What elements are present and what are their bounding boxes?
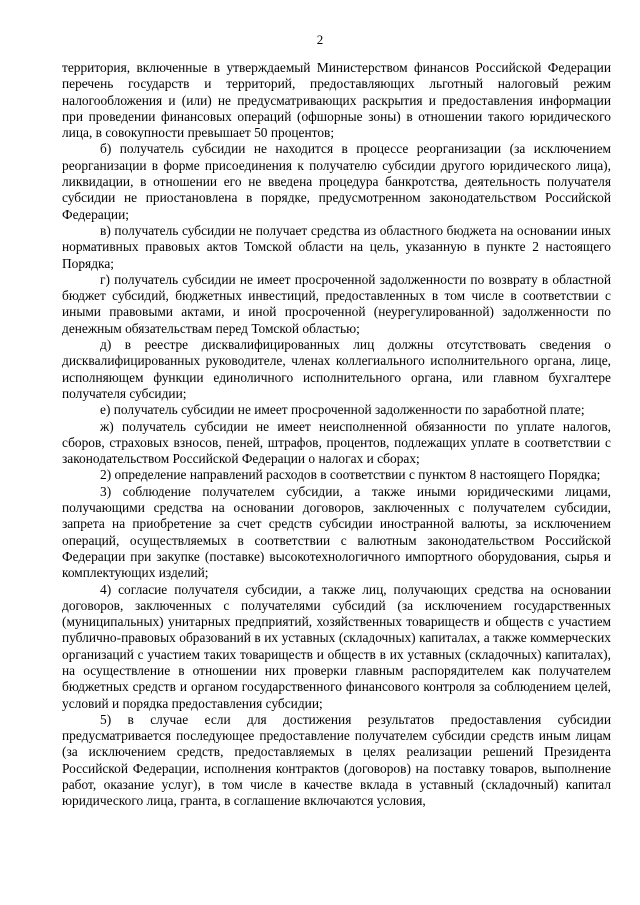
- document-body: [62, 60, 611, 810]
- paragraph-item-e: е) получатель субсидии не имеет просроченной задолженности по заработной плате;: [100, 402, 585, 418]
- paragraph-item-b: б) получатель субсидии не находится в процессе реорганизации (за исключением реорганизации в форме присоединения к получателю субсидии другого юридического лица), ликвидации, в отношении его не введена процедура банкротства, деятельность получателя субсидии не приостановлена в порядке, предусмотренном законодательством Российской Федерации;: [62, 141, 611, 222]
- page-number: 2: [316, 32, 324, 47]
- paragraph-item-zh: ж) получатель субсидии не имеет неисполненной обязанности по уплате налогов, сборов, страховых взносов, пеней, штрафов, процентов, подлежащих уплате в соответствии с законодательством Российской Федерации о налогах и сборах;: [62, 418, 611, 467]
- paragraph-item-5: 5) в случае если для достижения результатов предоставления субсидии предусматривается последующее предоставление получателем субсидии средств иным лицам (за исключением средств, предоставляемых в целях реализации решений Президента Российской Федерации, исполнения контрактов (договоров) на поставку товаров, выполнение работ, оказание услуг), в том числе в качестве вклада в уставный (складочный) капитал юридического лица, гранта, в соглашение включаются условия,: [62, 711, 611, 809]
- paragraph-item-2: 2) определение направлений расходов в соответствии с пунктом 8 настоящего Порядка;: [100, 467, 601, 483]
- paragraph-item-g: г) получатель субсидии не имеет просроченной задолженности по возврату в областной бюджет субсидий, бюджетных инвестиций, предоставленных в том числе в соответствии с иными правовыми актами, и иной просроченной (неурегулированной) задолженности по денежным обязательствам перед Томской областью;: [62, 271, 611, 336]
- paragraph-item-4: 4) согласие получателя субсидии, а также лиц, получающих средства на основании договоров, заключенных с получателями субсидий (за исключением государственных (муниципальных) унитарных предприятий, хозяйственных товариществ и обществ с участием публично-правовых образований в их уставных (складочных) капиталах, а также коммерческих организаций с участием таких товариществ и обществ в их уставных (складочных) капиталах), на осуществление в отношении них проверки главным распорядителем как получателем бюджетных средств и органом государственного финансового контроля за соблюдением целей, условий и порядка предоставления субсидии;: [62, 581, 611, 711]
- paragraph-item-3: 3) соблюдение получателем субсидии, а также иными юридическими лицами, получающими средства на основании договоров, заключенных с получателем субсидии, запрета на приобретение за счет средств субсидии иностранной валюты, за исключением операций, осуществляемых в соответствии с валютным законодательством Российской Федерации при закупке (поставке) высокотехнологичного импортного оборудования, сырья и комплектующих изделий;: [62, 483, 611, 581]
- paragraph-item-v: в) получатель субсидии не получает средства из областного бюджета на основании иных нормативных правовых актов Томской области на цель, указанную в пункте 2 настоящего Порядка;: [62, 222, 611, 271]
- paragraph-continuation: территория, включенные в утверждаемый Министерством финансов Российской Федерации перечень государств и территорий, предоставляющих льготный налоговый режим налогообложения и (или) не предусматривающих раскрытия и предоставления информации при проведении финансовых операций (офшорные зоны) в отношении такого юридического лица, в совокупности превышает 50 процентов;: [62, 60, 611, 141]
- paragraph-item-d: д) в реестре дисквалифицированных лиц должны отсутствовать сведения о дисквалифицированных руководителе, членах коллегиального исполнительного органа, лице, исполняющем функции единоличного исполнительного органа, или главном бухгалтере получателя субсидии;: [62, 337, 611, 401]
